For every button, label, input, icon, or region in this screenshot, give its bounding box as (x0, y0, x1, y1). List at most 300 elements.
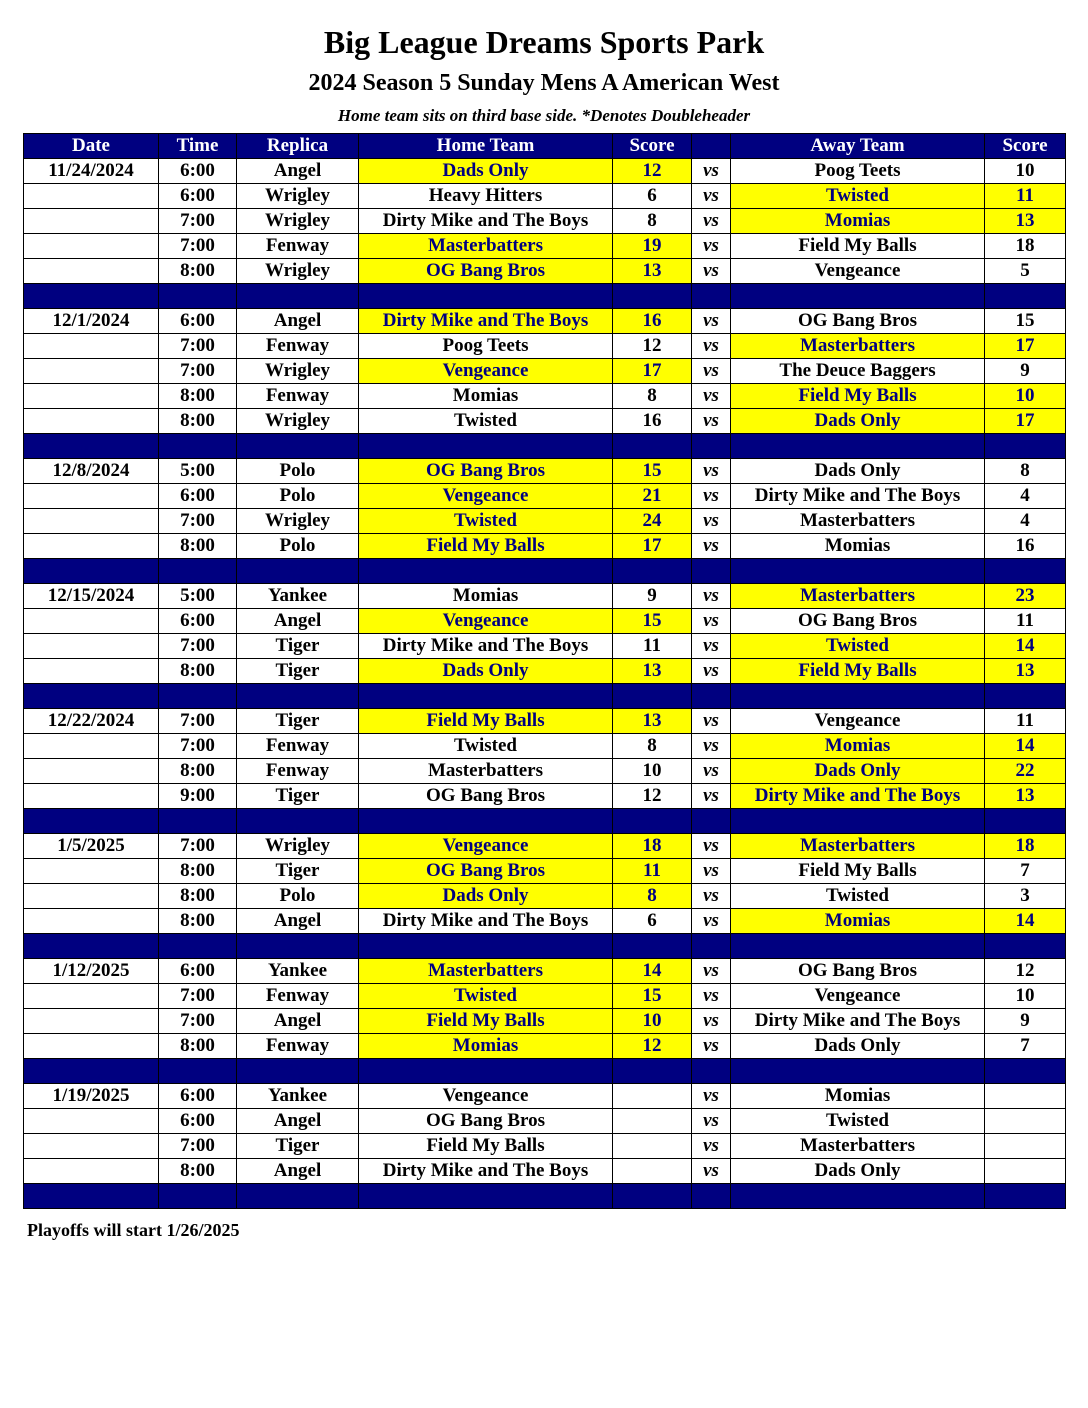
away-team-cell: Dirty Mike and The Boys (731, 1009, 985, 1034)
replica-cell: Fenway (237, 734, 359, 759)
date-cell: 12/15/2024 (24, 584, 159, 609)
date-cell (24, 759, 159, 784)
week-separator-row (24, 434, 1066, 459)
separator-cell (613, 434, 692, 459)
replica-cell: Fenway (237, 984, 359, 1009)
separator-cell (985, 809, 1066, 834)
date-cell (24, 184, 159, 209)
away-score-cell: 17 (985, 334, 1066, 359)
seating-note: Home team sits on third base side. *Denotes Doubleheader (337, 106, 751, 125)
date-cell: 12/1/2024 (24, 309, 159, 334)
away-team-cell: OG Bang Bros (731, 309, 985, 334)
table-row (24, 309, 1066, 334)
separator-cell (159, 1184, 237, 1209)
away-team-cell: Momias (731, 534, 985, 559)
replica-cell: Tiger (237, 709, 359, 734)
separator-cell (613, 1059, 692, 1084)
time-cell: 8:00 (159, 659, 237, 684)
date-cell (24, 259, 159, 284)
home-score-cell: 16 (613, 309, 692, 334)
date-cell (24, 484, 159, 509)
away-score-cell (985, 1109, 1066, 1134)
separator-cell (237, 934, 359, 959)
replica-cell: Polo (237, 484, 359, 509)
schedule-table (23, 133, 1066, 1209)
home-team-cell: Field My Balls (359, 1134, 613, 1159)
date-cell (24, 659, 159, 684)
week-separator-row (24, 1184, 1066, 1209)
page-title: Big League Dreams Sports Park (323, 24, 765, 60)
home-team-cell: Vengeance (359, 1084, 613, 1109)
home-score-cell: 12 (613, 159, 692, 184)
home-team-cell: Dirty Mike and The Boys (359, 309, 613, 334)
separator-cell (237, 284, 359, 309)
away-team-cell: Dads Only (731, 409, 985, 434)
home-score-cell: 14 (613, 959, 692, 984)
table-row (24, 659, 1066, 684)
home-score-cell: 12 (613, 784, 692, 809)
replica-cell: Tiger (237, 634, 359, 659)
time-cell: 6:00 (159, 184, 237, 209)
away-team-cell: Dads Only (731, 1159, 985, 1184)
separator-cell (159, 434, 237, 459)
home-team-cell: Dads Only (359, 884, 613, 909)
away-score-cell: 8 (985, 459, 1066, 484)
separator-cell (24, 434, 159, 459)
date-cell (24, 509, 159, 534)
home-score-cell: 24 (613, 509, 692, 534)
header-vs (692, 134, 731, 159)
away-team-cell: Momias (731, 909, 985, 934)
separator-cell (237, 559, 359, 584)
home-team-cell: Vengeance (359, 834, 613, 859)
home-score-cell: 6 (613, 909, 692, 934)
away-team-cell: Twisted (731, 634, 985, 659)
vs-cell: vs (692, 509, 731, 534)
table-row (24, 734, 1066, 759)
table-row (24, 1134, 1066, 1159)
separator-cell (359, 1059, 613, 1084)
vs-cell: vs (692, 334, 731, 359)
separator-cell (359, 934, 613, 959)
replica-cell: Wrigley (237, 834, 359, 859)
separator-cell (613, 809, 692, 834)
separator-cell (985, 559, 1066, 584)
home-team-cell: OG Bang Bros (359, 259, 613, 284)
date-cell (24, 909, 159, 934)
away-score-cell: 22 (985, 759, 1066, 784)
separator-cell (731, 434, 985, 459)
date-cell (24, 1109, 159, 1134)
away-team-cell: Vengeance (731, 984, 985, 1009)
away-score-cell: 4 (985, 509, 1066, 534)
away-score-cell: 15 (985, 309, 1066, 334)
separator-cell (359, 809, 613, 834)
away-score-cell: 18 (985, 234, 1066, 259)
vs-cell: vs (692, 259, 731, 284)
separator-cell (237, 809, 359, 834)
away-score-cell: 3 (985, 884, 1066, 909)
separator-cell (985, 1059, 1066, 1084)
table-row (24, 484, 1066, 509)
week-separator-row (24, 559, 1066, 584)
away-score-cell: 18 (985, 834, 1066, 859)
away-score-cell: 14 (985, 634, 1066, 659)
away-score-cell: 11 (985, 709, 1066, 734)
replica-cell: Tiger (237, 659, 359, 684)
table-row (24, 459, 1066, 484)
table-row (24, 834, 1066, 859)
away-team-cell: Field My Balls (731, 384, 985, 409)
table-row (24, 634, 1066, 659)
date-cell (24, 1009, 159, 1034)
away-team-cell: The Deuce Baggers (731, 359, 985, 384)
home-score-cell: 11 (613, 859, 692, 884)
playoffs-note: Playoffs will start 1/26/2025 (27, 1220, 240, 1240)
table-row (24, 759, 1066, 784)
home-team-cell: Vengeance (359, 359, 613, 384)
separator-cell (237, 1184, 359, 1209)
separator-cell (24, 1184, 159, 1209)
time-cell: 7:00 (159, 1134, 237, 1159)
table-row (24, 859, 1066, 884)
separator-cell (237, 1059, 359, 1084)
away-score-cell: 10 (985, 984, 1066, 1009)
away-team-cell: Field My Balls (731, 659, 985, 684)
vs-cell: vs (692, 734, 731, 759)
home-team-cell: OG Bang Bros (359, 859, 613, 884)
time-cell: 8:00 (159, 909, 237, 934)
time-cell: 7:00 (159, 334, 237, 359)
replica-cell: Polo (237, 534, 359, 559)
time-cell: 6:00 (159, 1084, 237, 1109)
home-team-cell: OG Bang Bros (359, 459, 613, 484)
time-cell: 8:00 (159, 259, 237, 284)
time-cell: 6:00 (159, 309, 237, 334)
separator-cell (159, 284, 237, 309)
separator-cell (24, 559, 159, 584)
separator-cell (613, 284, 692, 309)
date-cell (24, 1159, 159, 1184)
header-home-team: Home Team (359, 134, 613, 159)
time-cell: 7:00 (159, 509, 237, 534)
away-score-cell: 9 (985, 1009, 1066, 1034)
home-team-cell: Twisted (359, 409, 613, 434)
header-replica: Replica (237, 134, 359, 159)
separator-cell (613, 559, 692, 584)
date-cell: 1/19/2025 (24, 1084, 159, 1109)
table-row (24, 359, 1066, 384)
replica-cell: Angel (237, 1009, 359, 1034)
away-team-cell: Vengeance (731, 709, 985, 734)
vs-cell: vs (692, 359, 731, 384)
page-subtitle: 2024 Season 5 Sunday Mens A American West (308, 70, 780, 96)
away-team-cell: Field My Balls (731, 859, 985, 884)
home-team-cell: Field My Balls (359, 534, 613, 559)
away-score-cell: 23 (985, 584, 1066, 609)
vs-cell: vs (692, 184, 731, 209)
home-score-cell: 17 (613, 359, 692, 384)
away-team-cell: Masterbatters (731, 1134, 985, 1159)
date-cell: 11/24/2024 (24, 159, 159, 184)
replica-cell: Wrigley (237, 409, 359, 434)
replica-cell: Fenway (237, 759, 359, 784)
home-team-cell: Masterbatters (359, 959, 613, 984)
home-score-cell: 18 (613, 834, 692, 859)
separator-cell (613, 1184, 692, 1209)
away-score-cell: 11 (985, 609, 1066, 634)
away-score-cell: 11 (985, 184, 1066, 209)
week-separator-row (24, 684, 1066, 709)
table-row (24, 334, 1066, 359)
vs-cell: vs (692, 834, 731, 859)
separator-cell (985, 434, 1066, 459)
separator-cell (237, 434, 359, 459)
home-team-cell: Dirty Mike and The Boys (359, 1159, 613, 1184)
away-score-cell: 13 (985, 209, 1066, 234)
replica-cell: Polo (237, 884, 359, 909)
separator-cell (159, 684, 237, 709)
date-cell (24, 384, 159, 409)
replica-cell: Wrigley (237, 259, 359, 284)
time-cell: 8:00 (159, 1034, 237, 1059)
replica-cell: Tiger (237, 784, 359, 809)
table-row (24, 1159, 1066, 1184)
home-team-cell: Masterbatters (359, 234, 613, 259)
home-score-cell: 8 (613, 209, 692, 234)
time-cell: 8:00 (159, 759, 237, 784)
vs-cell: vs (692, 1009, 731, 1034)
away-score-cell: 10 (985, 384, 1066, 409)
table-row (24, 1009, 1066, 1034)
separator-cell (692, 809, 731, 834)
time-cell: 8:00 (159, 409, 237, 434)
time-cell: 7:00 (159, 984, 237, 1009)
vs-cell: vs (692, 534, 731, 559)
separator-cell (613, 684, 692, 709)
replica-cell: Polo (237, 459, 359, 484)
away-team-cell: Masterbatters (731, 509, 985, 534)
vs-cell: vs (692, 309, 731, 334)
separator-cell (24, 809, 159, 834)
away-score-cell (985, 1084, 1066, 1109)
away-score-cell: 7 (985, 859, 1066, 884)
time-cell: 6:00 (159, 159, 237, 184)
home-team-cell: Dirty Mike and The Boys (359, 209, 613, 234)
home-score-cell: 13 (613, 259, 692, 284)
away-team-cell: Masterbatters (731, 334, 985, 359)
replica-cell: Yankee (237, 584, 359, 609)
replica-cell: Wrigley (237, 509, 359, 534)
date-cell (24, 359, 159, 384)
vs-cell: vs (692, 959, 731, 984)
separator-cell (692, 1184, 731, 1209)
table-row (24, 609, 1066, 634)
date-cell (24, 209, 159, 234)
replica-cell: Angel (237, 1109, 359, 1134)
table-row (24, 909, 1066, 934)
separator-cell (359, 1184, 613, 1209)
replica-cell: Wrigley (237, 184, 359, 209)
vs-cell: vs (692, 659, 731, 684)
away-score-cell (985, 1134, 1066, 1159)
vs-cell: vs (692, 209, 731, 234)
header-row (24, 134, 1066, 159)
vs-cell: vs (692, 1034, 731, 1059)
vs-cell: vs (692, 1159, 731, 1184)
away-score-cell: 4 (985, 484, 1066, 509)
home-team-cell: Poog Teets (359, 334, 613, 359)
separator-cell (359, 684, 613, 709)
separator-cell (692, 934, 731, 959)
time-cell: 7:00 (159, 734, 237, 759)
separator-cell (613, 934, 692, 959)
separator-cell (24, 684, 159, 709)
replica-cell: Angel (237, 1159, 359, 1184)
home-score-cell: 12 (613, 334, 692, 359)
away-team-cell: OG Bang Bros (731, 959, 985, 984)
table-row (24, 509, 1066, 534)
time-cell: 8:00 (159, 859, 237, 884)
separator-cell (985, 684, 1066, 709)
home-team-cell: Twisted (359, 734, 613, 759)
date-cell (24, 1034, 159, 1059)
header-away-team: Away Team (731, 134, 985, 159)
away-team-cell: OG Bang Bros (731, 609, 985, 634)
table-row (24, 709, 1066, 734)
date-cell (24, 409, 159, 434)
home-team-cell: Momias (359, 384, 613, 409)
vs-cell: vs (692, 584, 731, 609)
home-score-cell: 13 (613, 659, 692, 684)
away-team-cell: Masterbatters (731, 834, 985, 859)
separator-cell (359, 284, 613, 309)
separator-cell (159, 934, 237, 959)
home-score-cell: 12 (613, 1034, 692, 1059)
replica-cell: Fenway (237, 334, 359, 359)
replica-cell: Angel (237, 159, 359, 184)
home-team-cell: Field My Balls (359, 709, 613, 734)
home-score-cell: 8 (613, 884, 692, 909)
separator-cell (237, 684, 359, 709)
home-score-cell: 9 (613, 584, 692, 609)
home-score-cell: 21 (613, 484, 692, 509)
away-team-cell: Masterbatters (731, 584, 985, 609)
date-cell (24, 334, 159, 359)
time-cell: 7:00 (159, 834, 237, 859)
time-cell: 8:00 (159, 384, 237, 409)
separator-cell (24, 1059, 159, 1084)
separator-cell (24, 284, 159, 309)
home-score-cell: 15 (613, 609, 692, 634)
home-score-cell: 6 (613, 184, 692, 209)
away-score-cell: 14 (985, 909, 1066, 934)
date-cell (24, 1134, 159, 1159)
table-row (24, 209, 1066, 234)
date-cell: 12/8/2024 (24, 459, 159, 484)
home-team-cell: Heavy Hitters (359, 184, 613, 209)
time-cell: 7:00 (159, 209, 237, 234)
home-score-cell (613, 1109, 692, 1134)
separator-cell (159, 1059, 237, 1084)
date-cell: 1/5/2025 (24, 834, 159, 859)
replica-cell: Yankee (237, 959, 359, 984)
home-team-cell: Vengeance (359, 484, 613, 509)
replica-cell: Fenway (237, 1034, 359, 1059)
table-row (24, 409, 1066, 434)
replica-cell: Fenway (237, 234, 359, 259)
home-score-cell: 10 (613, 759, 692, 784)
week-separator-row (24, 1059, 1066, 1084)
separator-cell (359, 434, 613, 459)
time-cell: 5:00 (159, 584, 237, 609)
away-team-cell: Momias (731, 209, 985, 234)
separator-cell (692, 684, 731, 709)
week-separator-row (24, 809, 1066, 834)
header-away-score: Score (985, 134, 1066, 159)
home-score-cell: 15 (613, 459, 692, 484)
time-cell: 8:00 (159, 1159, 237, 1184)
date-cell (24, 734, 159, 759)
vs-cell: vs (692, 384, 731, 409)
replica-cell: Fenway (237, 384, 359, 409)
replica-cell: Wrigley (237, 209, 359, 234)
home-score-cell (613, 1159, 692, 1184)
table-row (24, 884, 1066, 909)
away-score-cell (985, 1159, 1066, 1184)
time-cell: 7:00 (159, 359, 237, 384)
away-team-cell: Momias (731, 1084, 985, 1109)
home-team-cell: Momias (359, 584, 613, 609)
date-cell: 1/12/2025 (24, 959, 159, 984)
separator-cell (985, 1184, 1066, 1209)
away-team-cell: Dads Only (731, 759, 985, 784)
time-cell: 7:00 (159, 634, 237, 659)
home-team-cell: Masterbatters (359, 759, 613, 784)
separator-cell (159, 809, 237, 834)
vs-cell: vs (692, 859, 731, 884)
away-team-cell: Field My Balls (731, 234, 985, 259)
away-team-cell: Dirty Mike and The Boys (731, 784, 985, 809)
date-cell (24, 859, 159, 884)
away-team-cell: Twisted (731, 884, 985, 909)
table-row (24, 959, 1066, 984)
date-cell (24, 784, 159, 809)
separator-cell (359, 559, 613, 584)
time-cell: 6:00 (159, 1109, 237, 1134)
home-team-cell: Momias (359, 1034, 613, 1059)
vs-cell: vs (692, 759, 731, 784)
vs-cell: vs (692, 609, 731, 634)
home-team-cell: Vengeance (359, 609, 613, 634)
separator-cell (731, 934, 985, 959)
separator-cell (985, 934, 1066, 959)
vs-cell: vs (692, 884, 731, 909)
separator-cell (985, 284, 1066, 309)
separator-cell (159, 559, 237, 584)
schedule-body (24, 159, 1066, 1209)
replica-cell: Wrigley (237, 359, 359, 384)
date-cell (24, 984, 159, 1009)
separator-cell (24, 934, 159, 959)
replica-cell: Angel (237, 609, 359, 634)
away-score-cell: 16 (985, 534, 1066, 559)
home-score-cell: 19 (613, 234, 692, 259)
separator-cell (731, 1184, 985, 1209)
home-score-cell: 10 (613, 1009, 692, 1034)
separator-cell (731, 809, 985, 834)
table-row (24, 1109, 1066, 1134)
